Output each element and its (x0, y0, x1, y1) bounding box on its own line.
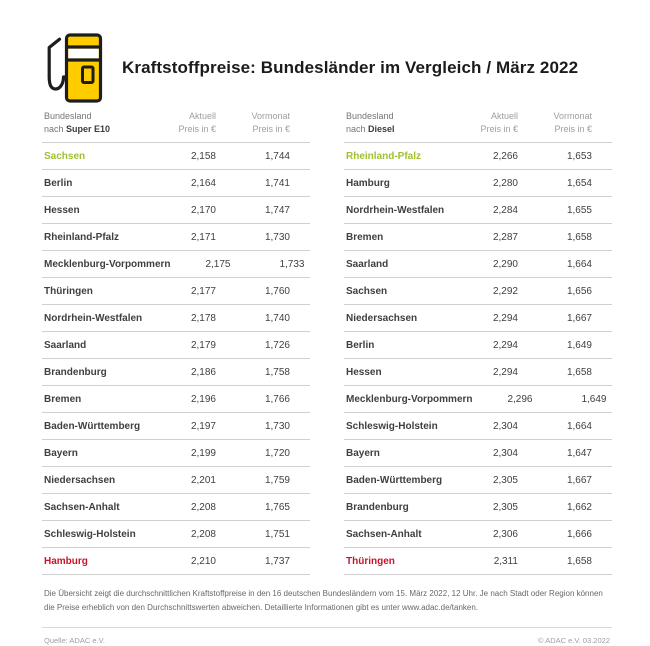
state-name: Berlin (44, 177, 73, 189)
price-current: 2,158 (190, 150, 216, 162)
price-current: 2,306 (492, 528, 518, 540)
state-name: Rheinland-Pfalz (44, 231, 120, 243)
table-row (344, 304, 612, 331)
state-name: Hessen (44, 204, 80, 216)
table-header (42, 110, 310, 142)
price-current: 2,178 (190, 312, 216, 324)
table-row (344, 250, 612, 277)
table-row (344, 142, 612, 169)
price-current: 2,179 (190, 339, 216, 351)
source-credit: Quelle: ADAC e.V. (44, 636, 106, 646)
price-previous: 1,666 (566, 528, 592, 540)
price-previous: 1,656 (566, 285, 592, 297)
table-row (42, 547, 310, 575)
state-name: Sachsen-Anhalt (44, 501, 120, 513)
table-row (42, 277, 310, 304)
table-row (344, 223, 612, 250)
price-current: 2,304 (492, 420, 518, 432)
table-row (344, 439, 612, 466)
price-previous: 1,737 (264, 555, 290, 567)
price-previous: 1,741 (264, 177, 290, 189)
price-previous: 1,747 (264, 204, 290, 216)
header (42, 30, 612, 106)
price-previous: 1,664 (566, 420, 592, 432)
table-row (42, 412, 310, 439)
table-row (344, 412, 612, 439)
price-current: 2,199 (190, 447, 216, 459)
price-current: 2,292 (492, 285, 518, 297)
price-current: 2,280 (492, 177, 518, 189)
price-previous: 1,653 (566, 150, 592, 162)
price-current: 2,175 (205, 258, 231, 270)
table-super-e10 (42, 110, 310, 575)
state-name: Nordrhein-Westfalen (44, 312, 143, 324)
price-current: 2,294 (492, 339, 518, 351)
state-name: Hessen (346, 366, 382, 378)
state-name: Baden-Württemberg (44, 420, 141, 432)
tables-container (42, 110, 612, 575)
price-previous: 1,658 (566, 366, 592, 378)
price-previous: 1,654 (566, 177, 592, 189)
price-previous: 1,765 (264, 501, 290, 513)
table-row (42, 250, 310, 277)
price-previous: 1,667 (566, 474, 592, 486)
table-row (344, 520, 612, 547)
state-name: Berlin (346, 339, 375, 351)
price-previous: 1,647 (566, 447, 592, 459)
table-row (344, 547, 612, 575)
price-current: 2,296 (507, 393, 533, 405)
state-name: Schleswig-Holstein (44, 528, 136, 540)
price-current: 2,287 (492, 231, 518, 243)
table-row (344, 277, 612, 304)
table-row (42, 466, 310, 493)
table-row (344, 493, 612, 520)
table-row (344, 385, 612, 412)
state-name: Niedersachsen (44, 474, 116, 486)
footnote: Die Übersicht zeigt die durchschnittlichen Kraftstoffpreise in den 16 deutschen Bundesländern vom 15. März 2022, 12 Uhr. Je nach Stadt oder Region können die Preise erheblich von den Durchschnittswerten abweichen. Detaillierte Informationen gibt es unter www.adac.de/tanken. (44, 589, 603, 612)
copyright: © ADAC e.V. 03.2022 (538, 636, 610, 646)
price-current: 2,196 (190, 393, 216, 405)
table-row (344, 196, 612, 223)
state-name: Sachsen (346, 285, 388, 297)
table-row (42, 196, 310, 223)
price-current: 2,305 (492, 501, 518, 513)
table-row (42, 520, 310, 547)
price-current: 2,294 (492, 312, 518, 324)
state-name: Brandenburg (346, 501, 409, 513)
state-name: Niedersachsen (346, 312, 418, 324)
state-name: Hamburg (346, 177, 390, 189)
price-previous: 1,658 (566, 231, 592, 243)
column-vormonat: Vormonat Preis in € (251, 111, 290, 134)
price-current: 2,266 (492, 150, 518, 162)
table-row (42, 358, 310, 385)
state-name: Saarland (346, 258, 389, 270)
state-name: Mecklenburg-Vorpommern (44, 258, 171, 270)
price-current: 2,208 (190, 528, 216, 540)
price-current: 2,170 (190, 204, 216, 216)
price-previous: 1,649 (566, 339, 592, 351)
price-current: 2,294 (492, 366, 518, 378)
state-name: Rheinland-Pfalz (346, 150, 422, 162)
price-current: 2,164 (190, 177, 216, 189)
price-current: 2,197 (190, 420, 216, 432)
table-row (344, 169, 612, 196)
price-current: 2,210 (190, 555, 216, 567)
price-current: 2,177 (190, 285, 216, 297)
table-row (42, 439, 310, 466)
table-row (42, 331, 310, 358)
column-bundesland: Bundesland nach Super E10 (44, 111, 111, 134)
table-row (42, 304, 310, 331)
price-previous: 1,759 (264, 474, 290, 486)
state-name: Thüringen (44, 285, 93, 297)
price-previous: 1,720 (264, 447, 290, 459)
price-previous: 1,740 (264, 312, 290, 324)
price-current: 2,305 (492, 474, 518, 486)
price-previous: 1,730 (264, 231, 290, 243)
price-current: 2,284 (492, 204, 518, 216)
state-name: Sachsen (44, 150, 86, 162)
price-previous: 1,658 (566, 555, 592, 567)
state-name: Brandenburg (44, 366, 107, 378)
column-aktuell: Aktuell Preis in € (480, 111, 518, 134)
price-current: 2,304 (492, 447, 518, 459)
table-row (344, 466, 612, 493)
state-name: Bayern (44, 447, 78, 459)
table-row (42, 493, 310, 520)
price-previous: 1,751 (264, 528, 290, 540)
table-header (344, 110, 612, 142)
price-previous: 1,667 (566, 312, 592, 324)
price-previous: 1,649 (581, 393, 607, 405)
column-aktuell: Aktuell Preis in € (178, 111, 216, 134)
state-name: Schleswig-Holstein (346, 420, 438, 432)
price-current: 2,311 (493, 555, 518, 567)
price-previous: 1,726 (264, 339, 290, 351)
price-previous: 1,664 (566, 258, 592, 270)
state-name: Mecklenburg-Vorpommern (346, 393, 473, 405)
state-name: Sachsen-Anhalt (346, 528, 422, 540)
price-previous: 1,758 (264, 366, 290, 378)
price-current: 2,208 (190, 501, 216, 513)
state-name: Baden-Württemberg (346, 474, 443, 486)
state-name: Thüringen (346, 555, 395, 567)
price-current: 2,290 (492, 258, 518, 270)
state-name: Nordrhein-Westfalen (346, 204, 445, 216)
state-name: Saarland (44, 339, 87, 351)
table-row (344, 358, 612, 385)
price-previous: 1,733 (279, 258, 305, 270)
state-name: Hamburg (44, 555, 88, 567)
price-previous: 1,766 (264, 393, 290, 405)
state-name: Bayern (346, 447, 380, 459)
price-previous: 1,662 (566, 501, 592, 513)
credits-bar (42, 627, 612, 645)
price-previous: 1,655 (566, 204, 592, 216)
table-diesel (344, 110, 612, 575)
state-name: Bremen (44, 393, 82, 405)
state-name: Bremen (346, 231, 384, 243)
table-row (42, 385, 310, 412)
column-bundesland: Bundesland nach Diesel (346, 111, 395, 134)
price-previous: 1,760 (264, 285, 290, 297)
fuel-pump-icon (42, 31, 105, 105)
price-current: 2,201 (190, 474, 216, 486)
price-current: 2,186 (190, 366, 216, 378)
price-current: 2,171 (190, 231, 216, 243)
price-previous: 1,730 (264, 420, 290, 432)
table-row (42, 223, 310, 250)
page-title: Kraftstoffpreise: Bundesländer im Vergleich / März 2022 (122, 58, 579, 77)
column-vormonat: Vormonat Preis in € (553, 111, 592, 134)
table-row (42, 169, 310, 196)
table-row (42, 142, 310, 169)
price-previous: 1,744 (264, 150, 290, 162)
table-row (344, 331, 612, 358)
